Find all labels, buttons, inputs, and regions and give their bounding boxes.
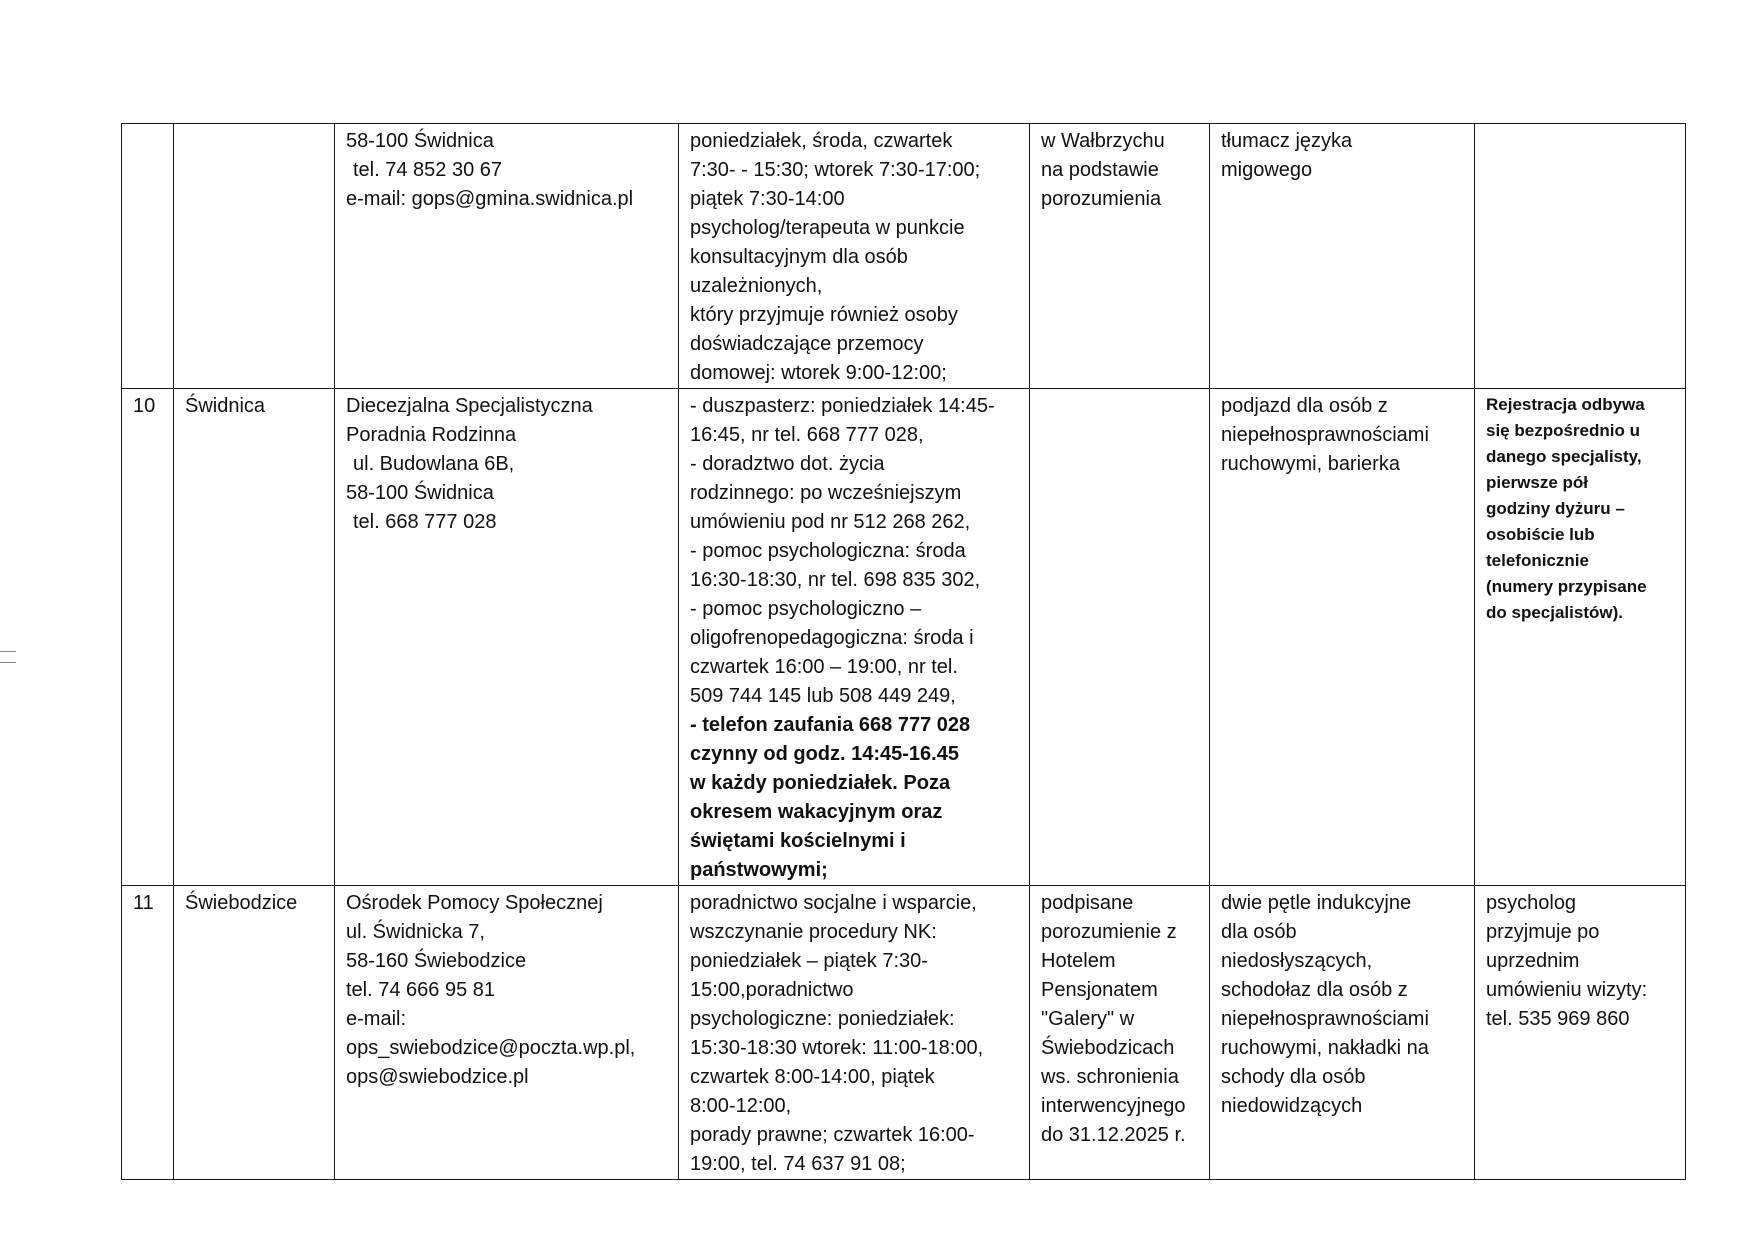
cell-line: 8:00-12:00, <box>690 1095 792 1117</box>
cell-line: czwartek 16:00 – 19:00, nr tel. <box>690 656 958 678</box>
cell-line: ruchowymi, barierka <box>1221 453 1400 475</box>
cell-line: e-mail: <box>346 1008 407 1030</box>
cell-line: tłumacz języka <box>1221 130 1353 152</box>
cell-line: - pomoc psychologiczno – <box>690 598 922 620</box>
cell-line: schodołaz dla osób z <box>1221 979 1408 1001</box>
cell-line: do 31.12.2025 r. <box>1041 1124 1186 1146</box>
cell-line: 16:45, nr tel. 668 777 028, <box>690 424 924 446</box>
table-row <box>122 124 1686 389</box>
cell-line: Diecezjalna Specjalistyczna <box>346 395 593 417</box>
cell-line: podjazd dla osób z <box>1221 395 1388 417</box>
cell-line: rodzinnego: po wcześniejszym <box>690 482 962 504</box>
hours-cell <box>679 389 1030 886</box>
cell-line: - pomoc psychologiczna: środa <box>690 540 966 562</box>
cell-line: psychologiczne: poniedziałek: <box>690 1008 955 1030</box>
cell-text: Świebodzice <box>185 892 298 914</box>
cell-text: 11 <box>133 892 154 914</box>
cell-line: - doradztwo dot. życia <box>690 453 885 475</box>
city-cell <box>174 886 335 1180</box>
cell-line: poniedziałek, środa, czwartek <box>690 130 953 152</box>
cell-line: w Wałbrzychu <box>1041 130 1165 152</box>
cell-line: interwencyjnego <box>1041 1095 1186 1117</box>
hours-cell <box>679 124 1030 389</box>
cell-line: Pensjonatem <box>1041 979 1158 1001</box>
cell-line: ruchowymi, nakładki na <box>1221 1037 1429 1059</box>
margin-mark <box>0 651 16 663</box>
cell-line: domowej: wtorek 9:00-12:00; <box>690 362 947 384</box>
cell-line: tel. 74 666 95 81 <box>346 979 496 1001</box>
cell-line: dwie pętle indukcyjne <box>1221 892 1412 914</box>
cell-line: 15:00,poradnictwo <box>690 979 854 1001</box>
cell-line: wszczynanie procedury NK: <box>690 921 937 943</box>
cell-line: 58-100 Świdnica <box>346 130 494 152</box>
cell-line: piątek 7:30-14:00 <box>690 188 845 210</box>
cell-line: tel. 74 852 30 67 <box>353 159 503 181</box>
institution-cell <box>335 886 679 1180</box>
note-line: telefonicznie <box>1486 551 1589 570</box>
cell-line: poniedziałek – piątek 7:30- <box>690 950 928 972</box>
cell-line: doświadczające przemocy <box>690 333 924 355</box>
cell-line: Hotelem <box>1041 950 1116 972</box>
hours-cell <box>679 886 1030 1180</box>
accessibility-cell <box>1210 124 1475 389</box>
shelter-cell <box>1030 886 1210 1180</box>
row-number <box>122 124 174 389</box>
table-row <box>122 389 1686 886</box>
cell-line: uprzednim <box>1486 950 1580 972</box>
row-number <box>122 389 174 886</box>
note-line: (numery przypisane <box>1486 577 1647 596</box>
hotline-line: świętami kościelnymi i <box>690 830 906 852</box>
cell-line: porozumienie z <box>1041 921 1177 943</box>
note-line: osobiście lub <box>1486 525 1595 544</box>
cell-line: psycholog <box>1486 892 1577 914</box>
hotline-line: czynny od godz. 14:45-16.45 <box>690 743 959 765</box>
accessibility-cell <box>1210 886 1475 1180</box>
cell-line: 16:30-18:30, nr tel. 698 835 302, <box>690 569 981 591</box>
cell-line: ops@swiebodzice.pl <box>346 1066 529 1088</box>
cell-line: niepełnosprawnościami <box>1221 424 1429 446</box>
cell-line: Ośrodek Pomocy Społecznej <box>346 892 603 914</box>
cell-line: niedowidzących <box>1221 1095 1363 1117</box>
hotline-line: państwowymi; <box>690 859 828 881</box>
cell-line: e-mail: gops@gmina.swidnica.pl <box>346 188 634 210</box>
row-number <box>122 886 174 1180</box>
note-line: godziny dyżuru – <box>1486 499 1625 518</box>
cell-line: niedosłyszących, <box>1221 950 1373 972</box>
cell-line: 509 744 145 lub 508 449 249, <box>690 685 956 707</box>
cell-line: Poradnia Rodzinna <box>346 424 517 446</box>
cell-line: przyjmuje po <box>1486 921 1600 943</box>
cell-line: niepełnosprawnościami <box>1221 1008 1429 1030</box>
table-row <box>122 886 1686 1180</box>
cell-line: ops_swiebodzice@poczta.wp.pl, <box>346 1037 636 1059</box>
cell-line: dla osób <box>1221 921 1297 943</box>
cell-text: Świdnica <box>185 395 266 417</box>
note-line: się bezpośrednio u <box>1486 421 1640 440</box>
cell-line: ul. Budowlana 6B, <box>353 453 515 475</box>
city-cell <box>174 389 335 886</box>
hotline-line: okresem wakacyjnym oraz <box>690 801 943 823</box>
cell-line: tel. 668 777 028 <box>353 511 497 533</box>
note-line: do specjalistów). <box>1486 603 1623 622</box>
cell-line: 7:30- - 15:30; wtorek 7:30-17:00; <box>690 159 981 181</box>
cell-line: tel. 535 969 860 <box>1486 1008 1630 1030</box>
cell-line: 58-100 Świdnica <box>346 482 494 504</box>
cell-line: psycholog/terapeuta w punkcie <box>690 217 965 239</box>
cell-line: umówieniu wizyty: <box>1486 979 1648 1001</box>
cell-line: Świebodzicach <box>1041 1037 1175 1059</box>
cell-line: porady prawne; czwartek 16:00- <box>690 1124 975 1146</box>
notes-cell <box>1475 389 1686 886</box>
cell-text: 10 <box>133 395 156 417</box>
shelter-cell <box>1030 389 1210 886</box>
cell-line: 58-160 Świebodzice <box>346 950 527 972</box>
note-line: danego specjalisty, <box>1486 447 1642 466</box>
cell-line: poradnictwo socjalne i wsparcie, <box>690 892 977 914</box>
shelter-cell <box>1030 124 1210 389</box>
cell-line: 15:30-18:30 wtorek: 11:00-18:00, <box>690 1037 984 1059</box>
cell-line: "Galery" w <box>1041 1008 1135 1030</box>
accessibility-cell <box>1210 389 1475 886</box>
institution-cell <box>335 124 679 389</box>
cell-line: czwartek 8:00-14:00, piątek <box>690 1066 935 1088</box>
cell-line: podpisane <box>1041 892 1134 914</box>
cell-line: migowego <box>1221 159 1313 181</box>
city-cell <box>174 124 335 389</box>
notes-cell <box>1475 886 1686 1180</box>
cell-line: oligofrenopedagogiczna: środa i <box>690 627 974 649</box>
cell-line: na podstawie <box>1041 159 1159 181</box>
note-line: Rejestracja odbywa <box>1486 395 1645 414</box>
table-body <box>122 124 1686 1180</box>
note-line: pierwsze pół <box>1486 473 1589 492</box>
cell-line: 19:00, tel. 74 637 91 08; <box>690 1153 906 1175</box>
cell-line: uzależnionych, <box>690 275 823 297</box>
cell-line: schody dla osób <box>1221 1066 1366 1088</box>
institution-cell <box>335 389 679 886</box>
cell-line: - duszpasterz: poniedziałek 14:45- <box>690 395 995 417</box>
services-table <box>121 123 1686 1180</box>
cell-line: konsultacyjnym dla osób <box>690 246 908 268</box>
cell-line: ul. Świdnicka 7, <box>346 921 485 943</box>
hotline-line: - telefon zaufania 668 777 028 <box>690 714 971 736</box>
hotline-line: w każdy poniedziałek. Poza <box>690 772 951 794</box>
cell-line: umówieniu pod nr 512 268 262, <box>690 511 971 533</box>
notes-cell <box>1475 124 1686 389</box>
cell-line: porozumienia <box>1041 188 1162 210</box>
cell-line: który przyjmuje również osoby <box>690 304 958 326</box>
cell-line: ws. schronienia <box>1041 1066 1179 1088</box>
